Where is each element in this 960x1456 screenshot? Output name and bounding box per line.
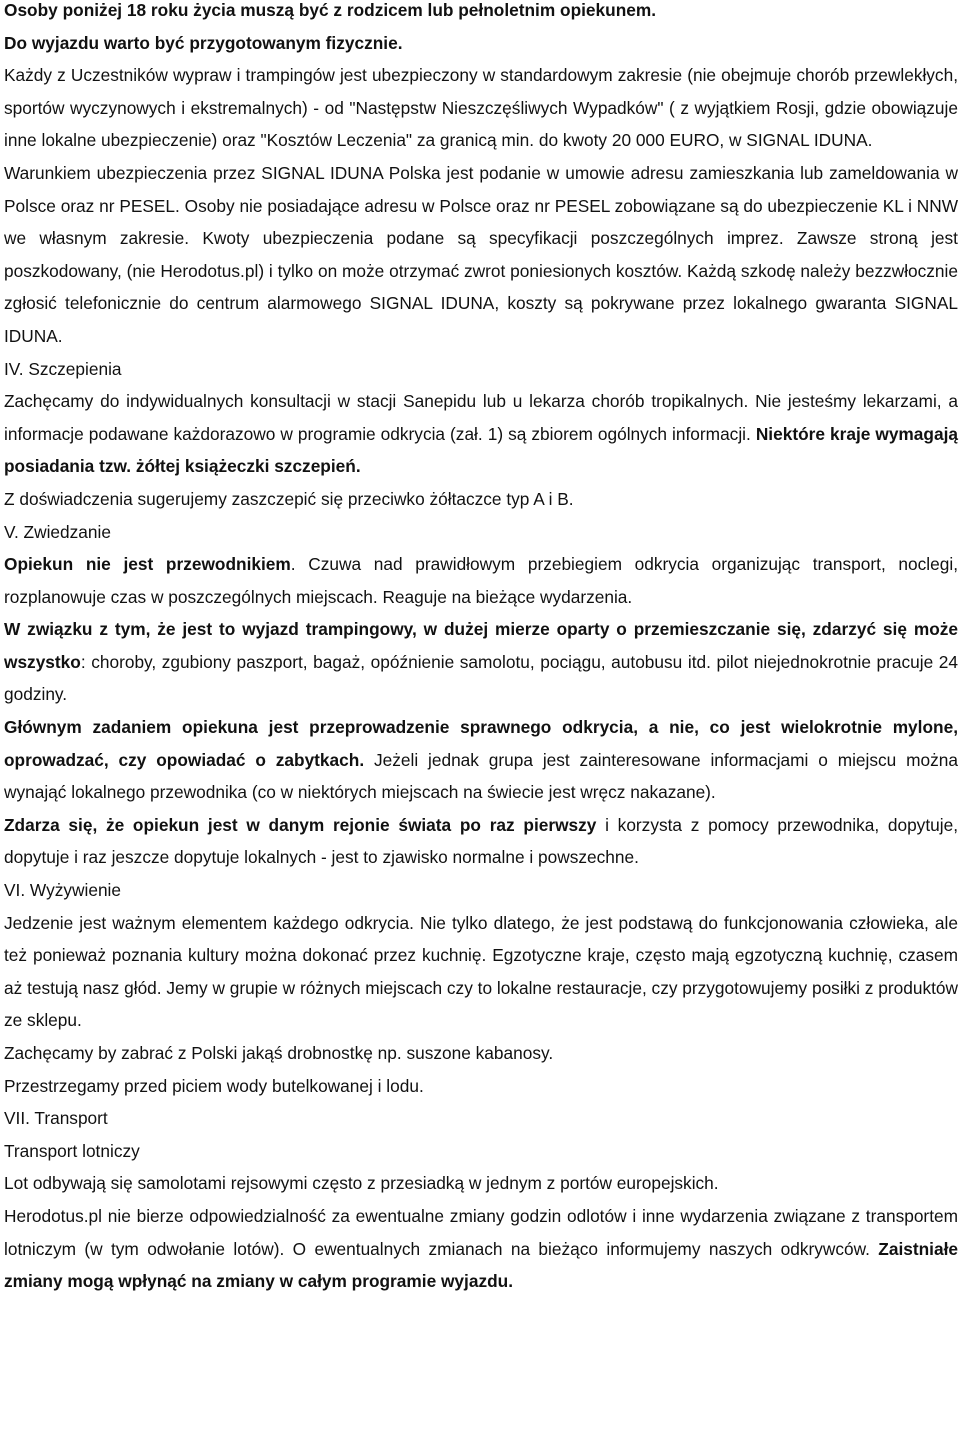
- first-time-text: i korzysta z pomocy przewodnika, dopytuje, dopytuje i raz jeszcze dopytuje lokalnych - jest to zjawisko normalne i powszechne.: [4, 814, 958, 868]
- guardian-task-text: Jeżeli jednak grupa jest zainteresowane informacjami o miejscu można wynająć lokalnego przewodnika (co w niektórych miejscach na świecie jest wręcz nakazane).: [4, 749, 958, 803]
- fitness-note: Do wyjazdu warto być przygotowanym fizycznie.: [4, 32, 403, 53]
- tramping-text: : choroby, zgubiony paszport, bagaż, opóźnienie samolotu, pociągu, autobusu itd. pilot niejednokrotnie pracuje 24 godziny.: [4, 651, 958, 705]
- flight-changes-paragraph: [4, 1200, 958, 1298]
- section-heading-transport: VII. Transport: [4, 1108, 108, 1129]
- first-time-bold-text: Zdarza się, że opiekun jest w danym rejonie świata po raz pierwszy: [4, 814, 597, 835]
- guardian-paragraph: [4, 548, 958, 613]
- flight-changes-text: Herodotus.pl nie bierze odpowiedzialność za ewentualne zmiany godzin odlotów i inne wydarzenia związane z transportem lotniczym (w tym odwołanie lotów). O ewentualnych zmianach na bieżąco informujemy naszych odkrywców.: [4, 1205, 958, 1259]
- section-heading-food: VI. Wyżywienie: [4, 880, 122, 901]
- tramping-bold-text: W związku z tym, że jest to wyjazd trampingowy, w dużej mierze oparty o przemieszczanie się, zdarzyć się może wszystko: [4, 619, 958, 672]
- insurance-paragraph: Każdy z Uczestników wypraw i trampingów jest ubezpieczony w standardowym zakresie (nie obejmuje chorób przewlekłych, sportów wyczynowych i ekstremalnych) - od "Następstw Nieszczęśliwych Wypadków" ( z wyjątkiem Rosji, gdzie obowiązuje inne lokalne ubezpieczenie) oraz "Kosztów Leczenia" za granicą min. do kwoty 20 000 EURO, w SIGNAL IDUNA.: [4, 65, 958, 151]
- document-page: [4, 0, 958, 1298]
- food-paragraph: Jedzenie jest ważnym elementem każdego odkrycia. Nie tylko dlatego, że jest podstawą do funkcjonowania człowieka, ale też ponieważ poznania kultury można dokonać przez kuchnię. Egzotyczne kraje, często mają egzotyczną kuchnię, czasem aż testują nasz głód. Jemy w grupie w różnych miejscach czy to lokalne restauracje, czy przygotowujemy posiłki z produktów ze sklepu.: [4, 912, 958, 1031]
- guardian-bold-text: Opiekun nie jest przewodnikiem: [4, 554, 291, 575]
- insurance-conditions-paragraph: Warunkiem ubezpieczenia przez SIGNAL IDUNA Polska jest podanie w umowie adresu zamieszkania lub zameldowania w Polsce oraz nr PESEL. Osoby nie posiadające adresu w Polsce oraz nr PESEL zobowiązane są do ubezpieczenie KL i NNW we własnym zakresie. Kwoty ubezpieczenia podane są specyfikacji poszczególnych imprez. Zawsze stroną jest poszkodowany, (nie Herodotus.pl) i tylko on może otrzymać zwrot poniesionych kosztów. Każdą szkodę należy bezzwłocznie zgłosić telefonicznie do centrum alarmowego SIGNAL IDUNA, koszty są pokrywane przez lokalnego gwaranta SIGNAL IDUNA.: [4, 162, 958, 346]
- vaccination-bold-text: Niektóre kraje wymagają posiadania tzw. żółtej książeczki szczepień.: [4, 423, 958, 477]
- tramping-paragraph: [4, 613, 958, 711]
- age-requirement: Osoby poniżej 18 roku życia muszą być z rodzicem lub pełnoletnim opiekunem.: [4, 0, 657, 20]
- vaccination-suggestion: Z doświadczenia sugerujemy zaszczepić się przeciwko żółtaczce typ A i B.: [4, 488, 574, 509]
- subheading-air-transport: Transport lotniczy: [4, 1140, 140, 1161]
- guardian-task-bold-text: Głównym zadaniem opiekuna jest przeprowadzenie sprawnego odkrycia, a nie, co jest wielokrotnie mylone, oprowadzać, czy opowiadać o zabytkach.: [4, 717, 958, 770]
- vaccination-text: Zachęcamy do indywidualnych konsultacji w stacji Sanepidu lub u lekarza chorób tropikalnych. Nie jesteśmy lekarzami, a informacje podawane każdorazowo w programie odkrycia (zał. 1) są zbiorem ogólnych informacji.: [4, 391, 958, 444]
- first-time-paragraph: [4, 809, 958, 874]
- section-heading-sightseeing: V. Zwiedzanie: [4, 521, 111, 542]
- flights-paragraph: Lot odbywają się samolotami rejsowymi często z przesiadką w jednym z portów europejskich.: [4, 1173, 719, 1194]
- flight-changes-bold-text: Zaistniałe zmiany mogą wpłynąć na zmiany w całym programie wyjazdu.: [4, 1238, 958, 1292]
- section-heading-vaccinations: IV. Szczepienia: [4, 358, 122, 379]
- vaccination-paragraph: [4, 385, 958, 483]
- guardian-text: . Czuwa nad prawidłowym przebiegiem odkrycia organizując transport, noclegi, rozplanowuje czas w poszczególnych miejscach. Reaguje na bieżące wydarzenia.: [4, 554, 958, 607]
- food-suggestion: Zachęcamy by zabrać z Polski jakąś drobnostkę np. suszone kabanosy.: [4, 1043, 554, 1063]
- guardian-task-paragraph: [4, 711, 958, 809]
- water-warning: Przestrzegamy przed piciem wody butelkowanej i lodu.: [4, 1075, 424, 1096]
